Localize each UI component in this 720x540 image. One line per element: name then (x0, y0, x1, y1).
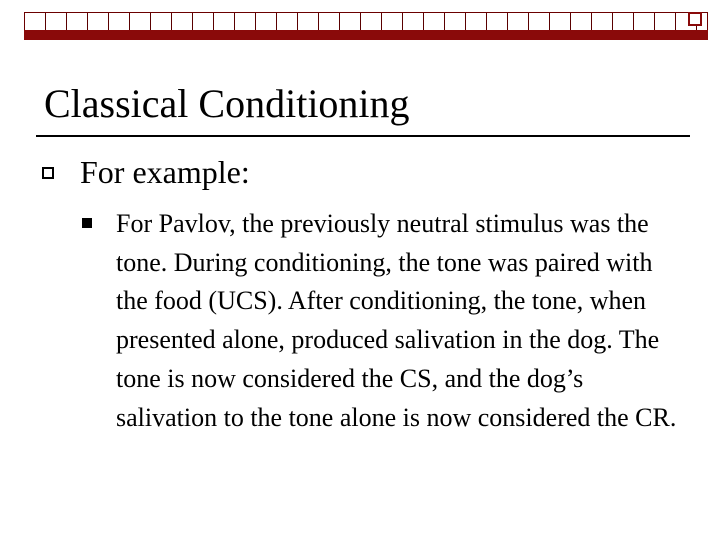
title-divider (36, 135, 690, 137)
sub-bullet-text: For Pavlov, the previously neutral stimulus was the tone. During conditioning, the tone was paired with the food (UCS). After conditioning, the tone, when presented alone, produced salivation in the dog. The tone is now considered the CS, and the dog’s salivation to the tone alone is now considered the CR. (116, 209, 677, 432)
hollow-square-icon (42, 167, 54, 179)
header-decoration-band (24, 30, 708, 40)
bullet-text: For example: (80, 154, 250, 190)
slide-title: Classical Conditioning (44, 81, 410, 126)
filled-square-icon (82, 218, 92, 228)
corner-square-icon (688, 12, 702, 26)
